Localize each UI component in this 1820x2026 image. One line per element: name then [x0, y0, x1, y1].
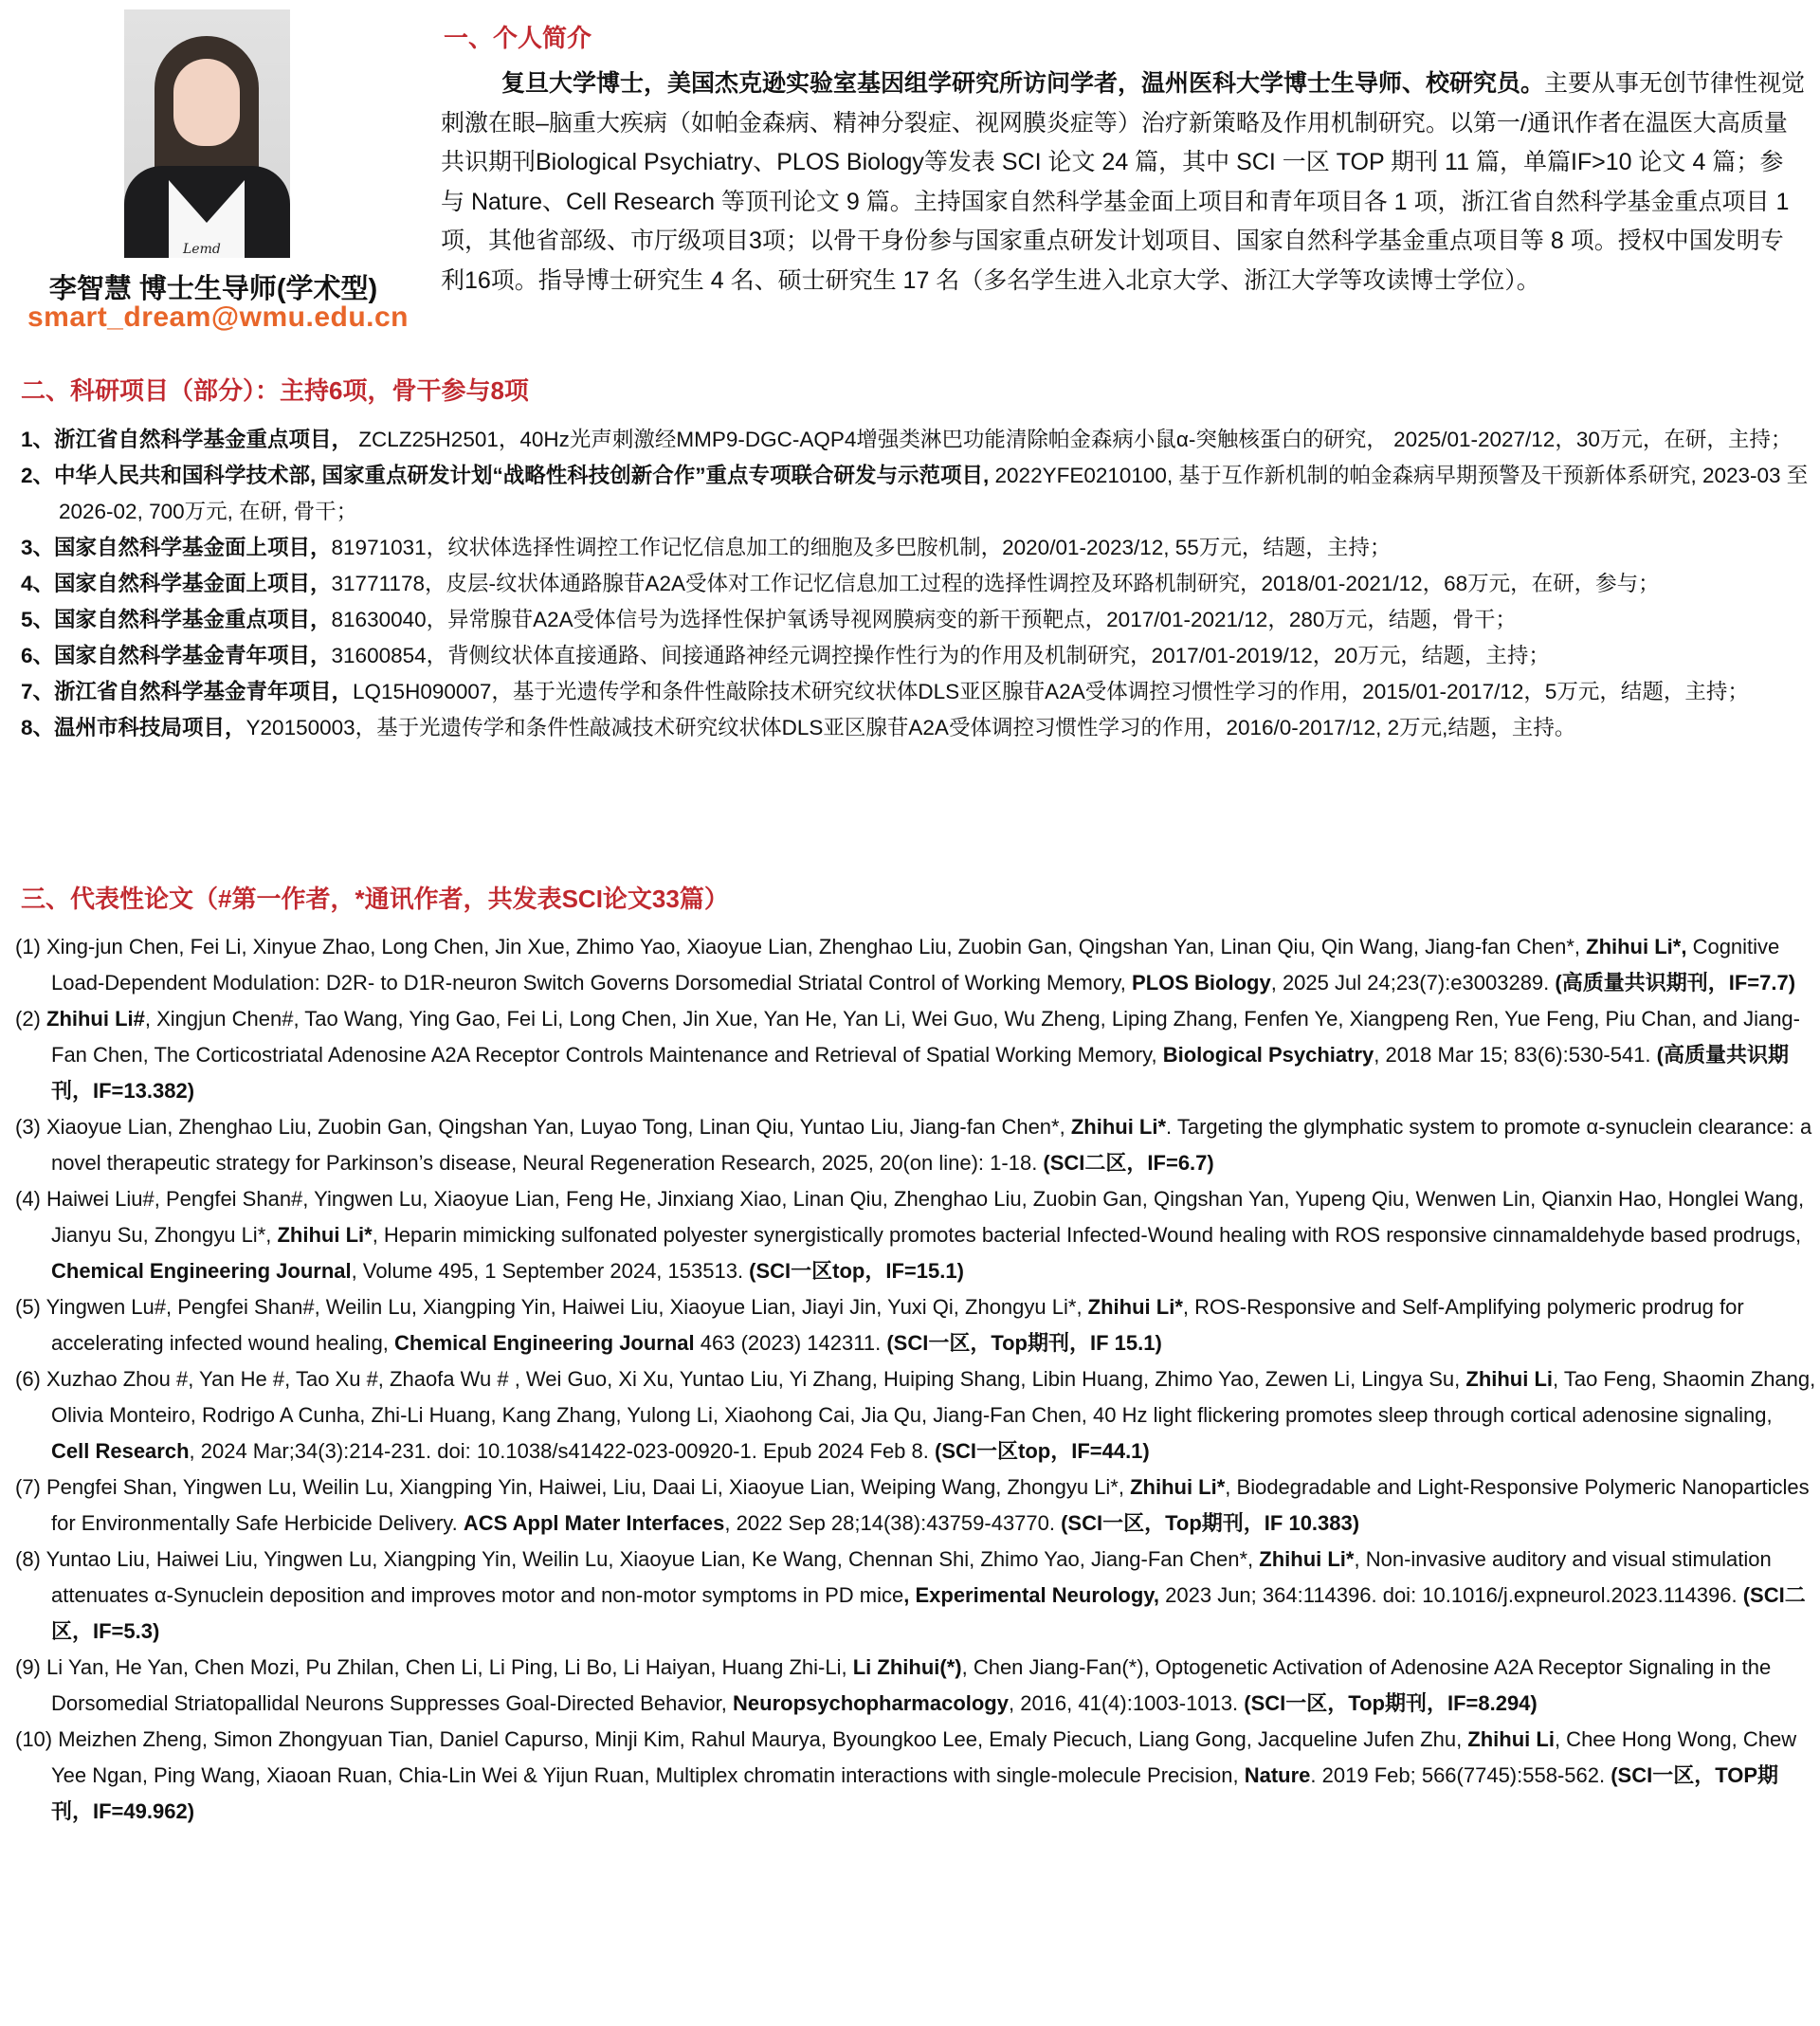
pub-number: (4) [15, 1187, 46, 1211]
project-item [21, 710, 1812, 746]
project-list [21, 422, 1812, 746]
project-funder: 温州市科技局项目， [54, 716, 246, 739]
publication-item [15, 929, 1816, 1001]
project-funder: 浙江省自然科学基金重点项目， [54, 428, 354, 451]
pub-number: (5) [15, 1295, 46, 1319]
pub-journal: Chemical Engineering Journal [51, 1259, 352, 1283]
pub-self-author: Zhihui Li* [1070, 1115, 1167, 1139]
pub-citation: , Volume 495, 1 September 2024, 153513. [351, 1259, 750, 1283]
section3-heading: 三、代表性论文（#第一作者，*通讯作者，共发表SCI论文33篇） [21, 885, 729, 913]
project-item [21, 458, 1812, 530]
project-item [21, 566, 1812, 602]
pub-number: (3) [15, 1115, 46, 1139]
pub-number: (1) [15, 935, 46, 958]
publication-item [15, 1001, 1816, 1109]
pub-number: (8) [15, 1547, 46, 1571]
pub-impact-tag: (SCI二区，IF=6.7) [1043, 1151, 1214, 1175]
publication-item [15, 1722, 1816, 1830]
pub-authors: Xiaoyue Lian, Zhenghao Liu, Zuobin Gan, Qingshan Yan, Luyao Tong, Linan Qiu, Yuntao Liu, Jiang-fan Chen*, [46, 1115, 1071, 1139]
pub-title: . Targeting the glymphatic system to promote α-synuclein clearance: a novel therapeutic strategy for Parkinson’s disease, Neural Regeneration Research, 2025, 20(on line): 1-18. [51, 1115, 1812, 1175]
pub-self-author: Zhihui Li* [277, 1223, 373, 1247]
shirt-print: Lemd [183, 242, 221, 257]
pub-impact-tag: (SCI一区，Top期刊，IF 15.1) [886, 1331, 1162, 1355]
pub-impact-tag: (SCI一区，Top期刊，IF=8.294) [1244, 1691, 1538, 1715]
publication-item [15, 1109, 1816, 1181]
pub-number: (10) [15, 1727, 59, 1751]
pub-impact-tag: (SCI二区，IF=5.3) [51, 1583, 1806, 1643]
project-item [21, 422, 1812, 458]
pub-self-author: Li Zhihui(*) [852, 1655, 962, 1679]
pub-journal: PLOS Biology [1132, 971, 1271, 995]
pub-number: (7) [15, 1475, 46, 1499]
project-number: 7、 [21, 680, 55, 703]
pub-number: (6) [15, 1367, 46, 1391]
pub-self-author: Zhihui Li [1465, 1367, 1554, 1391]
project-detail: LQ15H090007，基于光遗传学和条件性敲除技术研究纹状体DLS亚区腺苷A2A受体调控习惯性学习的作用，2015/01-2017/12，5万元，结题，主持； [353, 680, 1749, 703]
project-detail: Y20150003，基于光遗传学和条件性敲减技术研究纹状体DLS亚区腺苷A2A受体调控习惯性学习的作用，2016/0-2017/12, 2万元,结题，主持。 [246, 716, 1576, 739]
pub-citation: , 2025 Jul 24;23(7):e3003289. [1270, 971, 1556, 995]
pub-impact-tag: (SCI一区top，IF=44.1) [935, 1439, 1150, 1463]
pub-citation: 2023 Jun; 364:114396. doi: 10.1016/j.expneurol.2023.114396. [1159, 1583, 1743, 1607]
profile-name-title: 李智慧 博士生导师(学术型) [48, 274, 378, 304]
publication-item [15, 1650, 1816, 1722]
project-detail: 81630040，异常腺苷A2A受体信号为选择性保护氧诱导视网膜病变的新干预靶点，2017/01-2021/12，280万元，结题，骨干； [331, 608, 1517, 631]
pub-citation: . 2019 Feb; 566(7745):558-562. [1310, 1763, 1611, 1787]
pub-title: , Biodegradable and Light-Responsive Polymeric Nanoparticles for Environmentally Safe Herbicide Delivery. [51, 1475, 1810, 1535]
pub-title: , Heparin mimicking sulfonated polyester synergistically promotes bacterial Infected-Wound healing with ROS responsive cinnamaldehyde based prodrugs, [372, 1223, 1802, 1247]
section2-heading: 二、科研项目（部分）：主持6项，骨干参与8项 [21, 376, 529, 405]
bio-body: 主要从事无创节律性视觉刺激在眼–脑重大疾病（如帕金森病、精神分裂症、视网膜炎症等）治疗新策略及作用机制研究。以第一/通讯作者在温医大高质量共识期刊Biological Psychiatry、PLOS Biology等发表 SCI 论文 24 篇，其中 SCI 一区 TOP 期刊 11 篇，单篇IF>10 论文 4 篇；参与 Nature、Cell Research 等顶刊论文 9 篇。主持国家自然科学基金面上项目和青年项目各 1 项，浙江省自然科学基金重点项目 1 项，其他省部级、市厅级项目3项；以骨干身份参与国家重点研发计划项目、国家自然科学基金重点项目等 8 项。授权中国发明专利16项。指导博士研究生 4 名、硕士研究生 17 名（多名学生进入北京大学、浙江大学等攻读博士学位）。 [441, 70, 1806, 294]
pub-impact-tag: (高质量共识期刊，IF=7.7) [1555, 971, 1796, 995]
project-number: 4、 [21, 572, 55, 595]
pub-citation: , 2016, 41(4):1003-1013. [1008, 1691, 1245, 1715]
pub-number: (2) [15, 1007, 46, 1031]
pub-authors: Li Yan, He Yan, Chen Mozi, Pu Zhilan, Chen Li, Li Ping, Li Bo, Li Haiyan, Huang Zhi-Li, [46, 1655, 853, 1679]
project-number: 2、 [21, 464, 55, 487]
pub-authors: Pengfei Shan, Yingwen Lu, Weilin Lu, Xiangping Yin, Haiwei, Liu, Daai Li, Xiaoyue Lian, Weiping Wang, Zhongyu Li*, [46, 1475, 1131, 1499]
pub-journal: Biological Psychiatry [1162, 1043, 1374, 1067]
project-funder: 国家自然科学基金重点项目， [54, 608, 332, 631]
project-detail: ZCLZ25H2501，40Hz光声刺激经MMP9-DGC-AQP4增强类淋巴功能清除帕金森病小鼠α-突触核蛋白的研究， 2025/01-2027/12，30万元，在研，主持； [353, 428, 1793, 451]
profile-photo [124, 9, 290, 258]
pub-citation: , 2022 Sep 28;14(38):43759-43770. [724, 1511, 1062, 1535]
project-item [21, 602, 1812, 638]
publication-list [15, 929, 1816, 1830]
publication-item [15, 1469, 1816, 1542]
pub-authors: Yuntao Liu, Haiwei Liu, Yingwen Lu, Xiangping Yin, Weilin Lu, Xiaoyue Lian, Ke Wang, Chennan Shi, Zhimo Yao, Jiang-Fan Chen*, [46, 1547, 1260, 1571]
photo-face [173, 59, 240, 146]
pub-authors: Meizhen Zheng, Simon Zhongyuan Tian, Daniel Capurso, Minji Kim, Rahul Maurya, Byoungkoo Lee, Emaly Piecuch, Liang Gong, Jacqueline Jufen Zhu, [58, 1727, 1468, 1751]
bio-paragraph [441, 64, 1806, 301]
pub-self-author: Zhihui Li* [1259, 1547, 1355, 1571]
pub-self-author: Zhihui Li# [46, 1007, 145, 1031]
project-number: 3、 [21, 536, 55, 559]
project-detail: 31771178，皮层-纹状体通路腺苷A2A受体对工作记忆信息加工过程的选择性调控及环路机制研究，2018/01-2021/12，68万元，在研，参与； [331, 572, 1660, 595]
project-item [21, 530, 1812, 566]
project-number: 8、 [21, 716, 55, 739]
pub-self-author: Zhihui Li [1467, 1727, 1555, 1751]
pub-title: , Xingjun Chen#, Tao Wang, Ying Gao, Fei Li, Long Chen, Jin Xue, Yan He, Yan Li, Wei Guo, Wu Zheng, Liping Zhang, Fenfen Ye, Xiangpeng Ren, Yue Feng, Piu Chan, and Jiang-Fan Chen, The Corticostriatal Adenosine A2A Receptor Controls Maintenance and Retrieval of Spatial Working Memory, [51, 1007, 1800, 1067]
pub-impact-tag: (SCI一区，Top期刊，IF 10.383) [1061, 1511, 1360, 1535]
pub-title: Cognitive Load-Dependent Modulation: D2R- to D1R-neuron Switch Governs Dorsomedial Striatal Control of Working Memory, [51, 935, 1780, 995]
publication-item [15, 1289, 1816, 1361]
pub-journal: Nature [1244, 1763, 1311, 1787]
project-detail: 31600854，背侧纹状体直接通路、间接通路神经元调控操作性行为的作用及机制研究，2017/01-2019/12，20万元，结题，主持； [331, 644, 1550, 667]
pub-journal: , Experimental Neurology, [903, 1583, 1160, 1607]
project-funder: 国家自然科学基金面上项目， [54, 536, 332, 559]
project-funder: 中华人民共和国科学技术部, 国家重点研发计划“战略性科技创新合作”重点专项联合研发与示范项目, [54, 464, 990, 487]
pub-title: , Non-invasive auditory and visual stimulation attenuates α-Synuclein deposition and improves motor and non-motor symptoms in PD mice [51, 1547, 1772, 1607]
pub-self-author: Zhihui Li* [1130, 1475, 1226, 1499]
project-number: 6、 [21, 644, 55, 667]
pub-title: , Chen Jiang-Fan(*), Optogenetic Activation of Adenosine A2A Receptor Signaling in the Dorsomedial Striatopallidal Neurons Suppresses Goal-Directed Behavior, [51, 1655, 1772, 1715]
pub-title: , Chee Hong Wong, Chew Yee Ngan, Ping Wang, Xiaoan Ruan, Chia-Lin Wei & Yijun Ruan, Multiplex chromatin interactions with single-molecule Precision, [51, 1727, 1797, 1787]
project-number: 5、 [21, 608, 55, 631]
pub-journal: Cell Research [51, 1439, 190, 1463]
profile-email-link[interactable]: smart_dream@wmu.edu.cn [27, 301, 410, 333]
publication-item [15, 1181, 1816, 1289]
bio-bold-intro: 复旦大学博士，美国杰克逊实验室基因组学研究所访问学者，温州医科大学博士生导师、校研究员。 [501, 70, 1545, 97]
project-funder: 国家自然科学基金面上项目， [54, 572, 332, 595]
pub-impact-tag: (SCI一区，TOP期刊，IF=49.962) [51, 1763, 1779, 1823]
pub-title: , Tao Feng, Shaomin Zhang, Olivia Monteiro, Rodrigo A Cunha, Zhi-Li Huang, Kang Zhang, Yulong Li, Xiaohong Cai, Jia Qu, Jiang-Fan Chen, 40 Hz light flickering promotes sleep through cortical adenosine signaling, [51, 1367, 1816, 1427]
pub-title: , ROS-Responsive and Self-Amplifying polymeric prodrug for accelerating infected wound healing, [51, 1295, 1744, 1355]
pub-journal: Neuropsychopharmacology [733, 1691, 1009, 1715]
pub-self-author: Zhihui Li* [1087, 1295, 1183, 1319]
project-funder: 国家自然科学基金青年项目， [54, 644, 332, 667]
pub-journal: Chemical Engineering Journal [394, 1331, 695, 1355]
pub-citation: , 2024 Mar;34(3):214-231. doi: 10.1038/s41422-023-00920-1. Epub 2024 Feb 8. [189, 1439, 935, 1463]
project-item [21, 638, 1812, 674]
pub-number: (9) [15, 1655, 46, 1679]
pub-impact-tag: (高质量共识期刊，IF=13.382) [51, 1043, 1789, 1103]
pub-authors: Yingwen Lu#, Pengfei Shan#, Weilin Lu, Xiangping Yin, Haiwei Liu, Xiaoyue Lian, Jiayi Jin, Yuxi Qi, Zhongyu Li*, [46, 1295, 1088, 1319]
project-funder: 浙江省自然科学基金青年项目， [54, 680, 354, 703]
pub-authors: Haiwei Liu#, Pengfei Shan#, Yingwen Lu, Xiaoyue Lian, Feng He, Jinxiang Xiao, Linan Qiu, Zhenghao Liu, Zuobin Gan, Qingshan Yan, Yupeng Qiu, Wenwen Lin, Qianxin Hao, Honglei Wang, Jianyu Su, Zhongyu Li*, [46, 1187, 1805, 1247]
project-detail: 81971031，纹状体选择性调控工作记忆信息加工的细胞及多巴胺机制，2020/01-2023/12, 55万元，结题，主持； [331, 536, 1392, 559]
pub-citation: 463 (2023) 142311. [694, 1331, 887, 1355]
publication-item [15, 1542, 1816, 1650]
publication-item [15, 1361, 1816, 1469]
pub-authors: Xing-jun Chen, Fei Li, Xinyue Zhao, Long Chen, Jin Xue, Zhimo Yao, Xiaoyue Lian, Zhenghao Liu, Zuobin Gan, Qingshan Yan, Linan Qiu, Qin Wang, Jiang-fan Chen*, [46, 935, 1587, 958]
project-detail: 2022YFE0210100, 基于互作新机制的帕金森病早期预警及干预新体系研究, 2023-03 至 2026-02, 700万元, 在研, 骨干； [59, 464, 1809, 523]
pub-citation: , 2018 Mar 15; 83(6):530-541. [1374, 1043, 1657, 1067]
project-number: 1、 [21, 428, 55, 451]
pub-authors: Xuzhao Zhou #, Yan He #, Tao Xu #, Zhaofa Wu # , Wei Guo, Xi Xu, Yuntao Liu, Yi Zhang, Huiping Shang, Libin Huang, Zhimo Yao, Zewen Li, Lingya Su, [46, 1367, 1466, 1391]
project-item [21, 674, 1812, 710]
pub-self-author: Zhihui Li*, [1586, 935, 1687, 958]
pub-impact-tag: (SCI一区top，IF=15.1) [749, 1259, 964, 1283]
section1-heading: 一、个人简介 [444, 24, 592, 52]
pub-journal: ACS Appl Mater Interfaces [463, 1511, 725, 1535]
